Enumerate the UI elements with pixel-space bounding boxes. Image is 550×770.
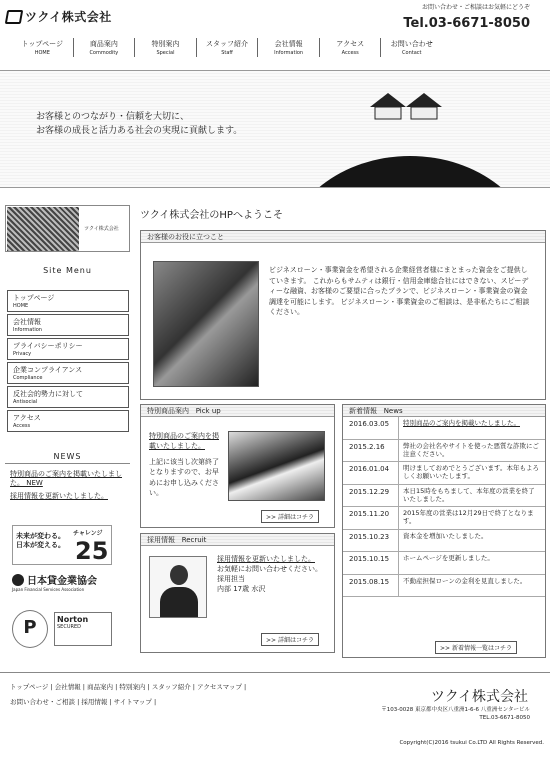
news-date: 2015.11.20 (343, 507, 399, 529)
nav-commodity[interactable] (74, 38, 136, 57)
menu-sub: Access (13, 423, 31, 429)
nav-label: 特別案内 (151, 40, 180, 48)
nav-home[interactable] (12, 38, 74, 57)
building-photo (153, 261, 259, 387)
staff-head (170, 565, 188, 585)
menu-label: 企業コンプライアンス (13, 366, 83, 374)
recruit-text-1[interactable]: 採用情報を更新いたしました。 (217, 555, 315, 563)
global-nav (12, 38, 442, 57)
nav-sub: Special (156, 50, 175, 56)
footer-nav-row-2[interactable]: お問い合わせ・ご相談 | 採用情報 | サイトマップ | (10, 698, 157, 706)
menu-sub: HOME (13, 303, 29, 309)
nav-special[interactable] (135, 38, 197, 57)
footer-divider (0, 672, 550, 673)
side-news-item-1[interactable]: 特別商品のご案内を掲載いたしました。 NEW (10, 470, 122, 488)
news-row[interactable] (343, 462, 545, 485)
news-row[interactable] (343, 485, 545, 508)
footer-tel: TEL.03-6671-8050 (479, 715, 530, 722)
news-row[interactable] (343, 507, 545, 530)
menu-label: アクセス (13, 414, 41, 422)
news-date: 2015.08.15 (343, 575, 399, 597)
nav-label: 商品案内 (89, 40, 118, 48)
challenge-text (16, 532, 65, 550)
menu-label: プライバシーポリシー (13, 342, 83, 350)
pickup-text-1[interactable]: 特別商品のご案内を掲載いたしました。 (149, 432, 219, 451)
news-text[interactable]: 本日15時をもちまして、本年度の営業を終了いたしました。 (403, 486, 535, 503)
nav-label: スタッフ紹介 (206, 40, 249, 48)
recruit-en: Recruit (181, 536, 207, 544)
challenge-line-2: 日本が変える。 (16, 541, 65, 550)
footer-address: 〒103-0028 東京都中央区八重洲1-6-6 八重洲センタービル (381, 707, 530, 713)
nav-sub: HOME (34, 50, 50, 56)
challenge-number: 25 (75, 537, 109, 565)
news-title: 新着情報 (349, 407, 377, 415)
news-text[interactable]: 2015年度の営業は12月29日で終了となります。 (403, 509, 534, 526)
news-text[interactable]: ホームページを更新しました。 (403, 554, 494, 562)
side-menu-compliance[interactable] (7, 362, 129, 384)
nav-staff[interactable] (197, 38, 259, 57)
recruit-panel (140, 533, 335, 653)
nav-label: トップページ (21, 40, 63, 48)
recruit-role: 採用担当 (217, 575, 245, 584)
contact-note: お問い合わせ・ご相談はお気軽にどうぞ (421, 4, 530, 11)
houses-icon (368, 91, 446, 123)
company-name: ツクイ株式会社 (25, 10, 112, 24)
news-en: News (383, 407, 403, 415)
news-header (343, 405, 545, 417)
news-date: 2015.10.23 (343, 530, 399, 552)
side-menu-home[interactable] (7, 290, 129, 312)
challenge25-badge[interactable] (12, 525, 112, 565)
header-contact (403, 4, 530, 31)
news-text[interactable]: 資本金を増加いたしました。 (403, 531, 488, 540)
news-date: 2015.12.29 (343, 485, 399, 507)
nav-label: お問い合わせ (390, 40, 433, 48)
side-menu-access[interactable] (7, 410, 129, 432)
site-menu-heading: Site Menu (43, 266, 92, 275)
privacy-mark-badge[interactable] (12, 610, 48, 648)
challenge-line-1: 未来が変わる。 (16, 532, 65, 540)
company-logo[interactable] (6, 8, 112, 25)
news-text[interactable]: 弊社の会社名やサイトを使った悪質な詐欺にご注意ください。 (403, 441, 540, 458)
intro-title: お客様のお役に立つこと (141, 231, 545, 243)
news-panel (342, 404, 546, 658)
pickup-panel (140, 404, 335, 528)
news-row[interactable] (343, 440, 545, 463)
side-menu-information[interactable] (7, 314, 129, 336)
side-news-heading: NEWS (5, 452, 130, 464)
side-menu-antisocial[interactable] (7, 386, 129, 408)
news-date: 2016.03.05 (343, 417, 399, 439)
kyokai-badge[interactable] (12, 572, 117, 592)
side-banner[interactable] (5, 205, 130, 252)
kyokai-sub: Japan Financial Services Association (12, 587, 85, 592)
banner-logo: ツクイ株式会社 (84, 226, 119, 232)
nav-label: アクセス (336, 40, 365, 48)
news-date: 2015.10.15 (343, 552, 399, 574)
recruit-more-button[interactable]: >> 詳細はコチラ (261, 633, 319, 646)
norton-label: Norton (57, 615, 89, 624)
pickup-photo (228, 431, 325, 501)
news-text[interactable]: 特別商品のご案内を掲載いたしました。 (403, 419, 520, 427)
recruit-text-2: お気軽にお問い合わせください。 (217, 565, 322, 574)
norton-badge[interactable] (54, 612, 112, 646)
menu-label: トップページ (13, 294, 55, 302)
pickup-more-button[interactable]: >> 詳細はコチラ (261, 510, 319, 523)
nav-contact[interactable] (381, 38, 442, 57)
recruit-text (217, 554, 329, 595)
nav-label: 会社情報 (274, 40, 303, 48)
header-tel: Tel.03-6671-8050 (403, 15, 530, 31)
nav-sub: Information (274, 50, 304, 56)
nav-sub: Commodity (89, 50, 119, 56)
copyright: Copyright(C)2016 tsukui Co.LTD All Rights Reserved. (399, 740, 544, 746)
pickup-text-2: 上記に该当し次第終了となりますので、お早めにお申し込みください。 (149, 458, 219, 497)
recruit-staff-photo (149, 556, 207, 618)
nav-information[interactable] (258, 38, 320, 57)
recruit-title: 採用情報 (147, 536, 175, 544)
news-text[interactable]: 明けましておめでとうございます。本年もよろしくお願いいたします。 (403, 464, 539, 481)
pmark-icon: P (23, 617, 37, 638)
pickup-header (141, 405, 334, 417)
hero-hill-image (285, 156, 535, 188)
side-news-item-2[interactable]: 採用情報を更新いたしました。 (10, 492, 108, 500)
news-row[interactable] (343, 575, 545, 598)
news-row[interactable] (343, 552, 545, 575)
staff-body (160, 587, 198, 618)
intro-text: ビジネスローン・事業資金を希望される企業経営者様にまとまった資金をご提供していきます。 これからもサムティは銀行・信用金庫総合社にはできない、スピーディーな融資、お客様のご要望に合ったプランで、ビジネスローン・事業資金の資金調達を可能にします。 ビジネスローン・事業資金のご相談は、是非私たちにご相談ください。 (269, 266, 530, 316)
menu-label: 会社情報 (13, 318, 41, 326)
nav-sub: Staff (221, 50, 233, 56)
welcome-heading: ツクイ株式会社のHPへようこそ (140, 210, 283, 221)
footer-nav (10, 682, 246, 712)
logo-mark-icon (5, 10, 23, 24)
menu-sub: Information (13, 327, 42, 333)
footer-address-block (381, 706, 530, 723)
pickup-title: 特別商品案内 (147, 407, 189, 415)
menu-sub: Privacy (13, 351, 32, 357)
nav-sub: Contact (402, 50, 422, 56)
challenge-label: チャレンジ (73, 530, 103, 537)
menu-sub: Antisocial (13, 399, 38, 405)
hero-banner (0, 70, 550, 188)
nav-access[interactable] (320, 38, 382, 57)
banner-photo (7, 207, 79, 252)
kyokai-name: 日本貸金業協会 (27, 576, 97, 587)
pickup-en: Pick up (195, 407, 221, 415)
nav-sub: Access (341, 50, 359, 56)
menu-sub: Compliance (13, 375, 43, 381)
pickup-text (149, 431, 225, 498)
kyokai-emblem-icon (12, 574, 24, 586)
footer-company: ツクイ株式会社 (430, 689, 528, 705)
news-date: 2015.2.16 (343, 440, 399, 462)
norton-sub: SECURED (57, 624, 81, 630)
side-menu-privacy[interactable] (7, 338, 129, 360)
hero-message (36, 111, 242, 138)
news-row[interactable] (343, 417, 545, 440)
news-row[interactable] (343, 530, 545, 553)
hero-line-1: お客様とのつながり・信頼を大切に、 (36, 112, 190, 122)
recruit-header (141, 534, 334, 546)
news-date: 2016.01.04 (343, 462, 399, 484)
menu-label: 反社会的勢力に対して (13, 390, 83, 398)
hero-line-2: お客様の成長と活力ある社会の実現に貢献します。 (36, 125, 243, 136)
recruit-person: 内部 17歳 水沢 (217, 585, 266, 594)
news-more-button[interactable]: >> 新着情報一覧はコチラ (435, 641, 517, 654)
intro-panel (140, 230, 546, 400)
footer-nav-row-1[interactable]: トップページ | 会社情報 | 商品案内 | 特別案内 | スタッフ紹介 | アクセスマップ | (10, 683, 247, 691)
news-text[interactable]: 不動産担保ローンの金利を見直しました。 (403, 576, 527, 585)
